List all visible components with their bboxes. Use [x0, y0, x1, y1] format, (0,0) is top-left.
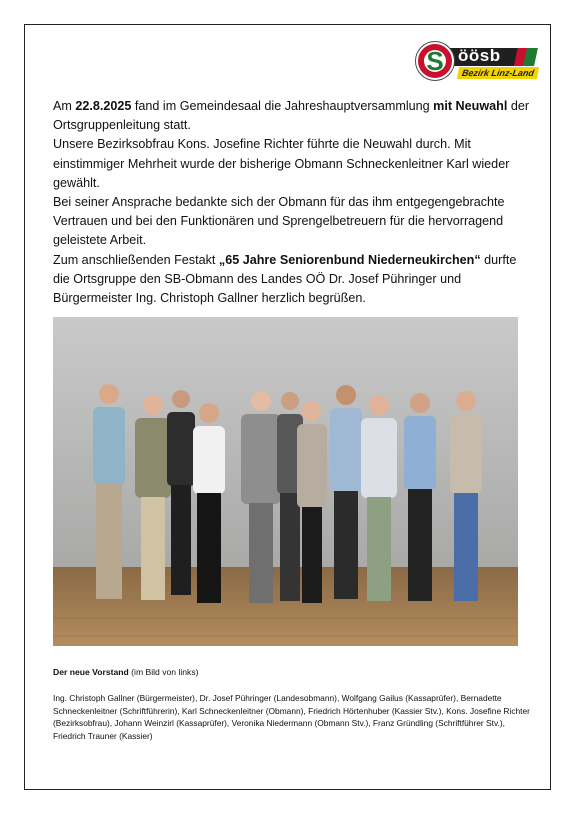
caption-heading: Der neue Vorstand (im Bild von links) — [53, 667, 199, 677]
caption-names: Ing. Christoph Gallner (Bürgermeister), Dr. Josef Pühringer (Landesobmann), Wolfgang Gailus (Kassaprüfer), Bernadette Schneckenleitner (Schriftführerin), Karl Schneckenleitner (Obmann), Friedrich Hörtenhuber (Kassier Stv.), Kons. Josefine Richter (Bezirksobfrau), Johann Weinzirl (Kassaprüfer), Veronika Niedermann (Obmann Stv.), Franz Gründling (Schriftführer Stv.), Friedrich Trauner (Kassier) — [53, 693, 530, 741]
festakt-title: „65 Jahre Seniorenbund Niederneukirchen“ — [218, 252, 481, 267]
paragraph-2: Unsere Bezirksobfrau Kons. Josefine Richter führte die Neuwahl durch. Mit einstimmiger Mehrheit wurde der bisherige Obmann Schneckenleitner Karl wieder gewählt. — [53, 137, 510, 190]
article-body — [53, 97, 533, 308]
logo-subtitle: Bezirk Linz-Land — [457, 67, 539, 79]
paragraph-3: Bei seiner Ansprache bedankte sich der Obmann für das ihm entgegengebrachte Vertrauen und bei den Funktionären und Sprengelbetreuern für die hervorragend geleistete Arbeit. — [53, 195, 505, 248]
logo-emblem-icon — [416, 42, 454, 80]
event-date: 22.8.2025 — [75, 99, 132, 113]
logo-letter: S — [426, 46, 444, 76]
paragraph-1: Am 22.8.2025 fand im Gemeindesaal die Jahreshauptversammlung mit Neuwahl der Ortsgruppenleitung statt. — [53, 99, 530, 133]
group-photo — [53, 317, 518, 646]
highlight-neuwahl: mit Neuwahl — [433, 99, 508, 113]
oesb-logo — [414, 40, 538, 82]
paragraph-4: Zum anschließenden Festakt „65 Jahre Seniorenbund Niederneukirchen“ durfte die Ortsgruppe den SB-Obmann des Landes OÖ Dr. Josef Pühringer und Bürgermeister Ing. Christoph Gallner herzlich begrüßen. — [53, 252, 517, 306]
logo-brand: öösb — [458, 46, 501, 65]
